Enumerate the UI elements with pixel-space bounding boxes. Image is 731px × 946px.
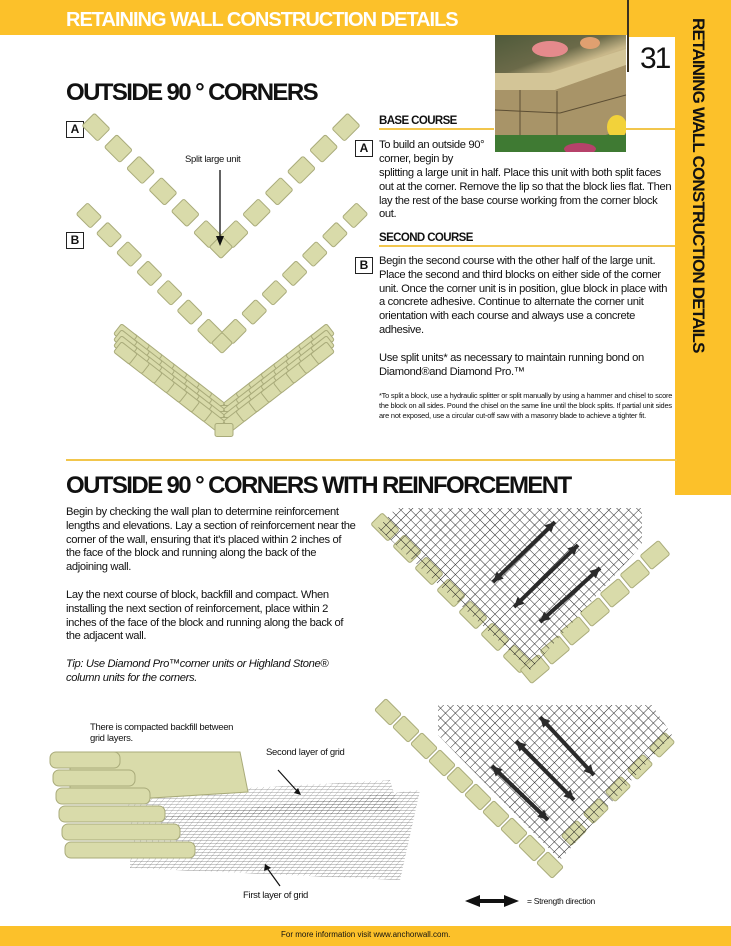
grid-diagram-top [371, 508, 670, 684]
second-course-title: SECOND COURSE [379, 232, 473, 244]
grid-layers-illustration [50, 752, 420, 886]
base-course-title: BASE COURSE [379, 115, 457, 127]
grid-diagram-bottom [375, 699, 675, 879]
base-course-label: A [355, 140, 373, 157]
figure-label-a: A [66, 121, 84, 138]
second-course-text: Begin the second course with the other half of the large unit. Place the second and third blocks on either side of the corner unit. Once the corner unit is in position, glue block in place with a concrete adhesive. Continue to alternate the corner unit orientation with each course and always use a concrete adhesive. [379, 255, 668, 336]
section2-heading: OUTSIDE 90 ° CORNERS WITH REINFORCEMENT [66, 472, 571, 499]
base-course-intro: To build an outside 90° corner, begin by [379, 139, 485, 165]
tip-text: Tip: Use Diamond Pro™corner units or Highland Stone® column units for the corners. [66, 658, 329, 684]
geogrid-sheet [378, 508, 642, 670]
wall-block-course [56, 788, 150, 804]
figure-label-b: B [66, 232, 84, 249]
strength-legend: = Strength direction [527, 896, 595, 906]
reinforcement-para-2: Lay the next course of block, backfill and compact. When installing the next section of reinforcement, place within 2 inches of the face of the block and running along the back of the adjacent wall. [66, 589, 344, 643]
side-title: RETAINING WALL CONSTRUCTION DETAILS [689, 18, 708, 353]
backfill-annotation: There is compacted backfill between grid layers. [90, 722, 234, 744]
base-course-text: splitting a large unit in half. Place this unit with both split faces out at the corner. Remove the lip so that the block lies flat. Then lay the rest of the base course working from the corner block out. [379, 167, 672, 221]
wall-block-course [65, 842, 195, 858]
second-layer-annotation: Second layer of grid [266, 747, 345, 758]
split-annotation: Split large unit [185, 154, 241, 165]
wall-block-course [53, 770, 135, 786]
page-number: 31 [640, 42, 670, 75]
wall-block-course [62, 824, 180, 840]
split-units-note: Use split units* as necessary to maintain running bond on Diamond®and Diamond Pro.™ [379, 352, 644, 378]
second-course-label: B [355, 257, 373, 274]
section1-heading: OUTSIDE 90 ° CORNERS [66, 79, 317, 106]
wall-block-course [50, 752, 120, 768]
footer-text: For more information visit www.anchorwall.com. [281, 930, 451, 939]
wall-block-course [59, 806, 165, 822]
wall-block [640, 540, 670, 569]
strength-direction-arrow [465, 895, 519, 907]
first-layer-annotation: First layer of grid [243, 890, 309, 901]
split-footnote: *To split a block, use a hydraulic splitter or split manually by using a hammer and chisel to score the block on all sides. Pound the chisel on the same line until the block splits. If partial unit sides are not exposed, use a circular cut-off saw with a masonry blade to achieve a tighter fit. [379, 391, 673, 420]
header-title: RETAINING WALL CONSTRUCTION DETAILS [66, 9, 458, 31]
reinforcement-para-1: Begin by checking the wall plan to determine reinforcement lengths and elevations. Lay a section of reinforcement near the corner of the wall, ensuring that it's placed within 2 inches of the face of the block and running along the back of the adjoining wall. [66, 506, 356, 574]
